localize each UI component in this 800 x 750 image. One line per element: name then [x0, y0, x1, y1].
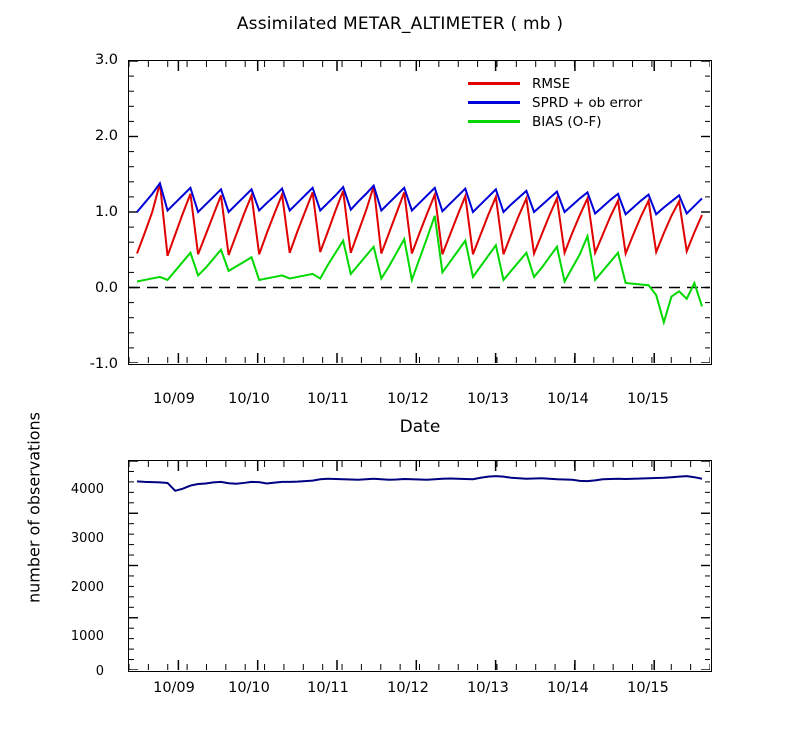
top-xtick-0: 10/09 [153, 391, 195, 407]
xaxis-title: Date [399, 417, 441, 437]
bottom-xtick-3: 10/12 [387, 680, 429, 696]
top-ytick-1: 2.0 [94, 128, 118, 144]
bottom-xtick-6: 10/15 [627, 680, 669, 696]
bottom-xtick-4: 10/13 [467, 680, 509, 696]
legend-swatch-rmse [468, 82, 520, 85]
bottom-yaxis-title: number of observations [24, 412, 44, 603]
bottom-xtick-1: 10/10 [228, 680, 270, 696]
bottom-plot-area [128, 460, 712, 672]
top-ytick-2: 1.0 [94, 204, 118, 220]
bottom-chart-svg [129, 461, 710, 670]
legend-swatch-bias [468, 120, 520, 123]
legend [468, 74, 698, 131]
legend-item-bias [468, 112, 698, 131]
bottom-ytick-0: 4000 [70, 482, 104, 497]
bottom-ytick-1: 3000 [70, 531, 104, 546]
top-xtick-2: 10/11 [307, 391, 349, 407]
bottom-ytick-2: 2000 [70, 580, 104, 595]
bottom-xtick-0: 10/09 [153, 680, 195, 696]
legend-item-rmse [468, 74, 698, 93]
top-xtick-5: 10/14 [547, 391, 589, 407]
top-xtick-6: 10/15 [627, 391, 669, 407]
top-xtick-3: 10/12 [387, 391, 429, 407]
legend-label-bias: BIAS (O-F) [532, 113, 602, 130]
bottom-xtick-2: 10/11 [307, 680, 349, 696]
top-ytick-4: -1.0 [89, 356, 118, 372]
bottom-ytick-4: 0 [95, 664, 104, 679]
top-ytick-3: 0.0 [94, 280, 118, 296]
top-xtick-1: 10/10 [228, 391, 270, 407]
top-ytick-0: 3.0 [94, 52, 118, 68]
bottom-xtick-5: 10/14 [547, 680, 589, 696]
top-xtick-4: 10/13 [467, 391, 509, 407]
bottom-ytick-3: 1000 [70, 629, 104, 644]
legend-label-rmse: RMSE [532, 75, 571, 92]
legend-label-spread: SPRD + ob error [532, 94, 643, 111]
legend-item-spread [468, 93, 698, 112]
chart-title: Assimilated METAR_ALTIMETER ( mb ) [236, 14, 564, 34]
legend-swatch-spread [468, 101, 520, 104]
